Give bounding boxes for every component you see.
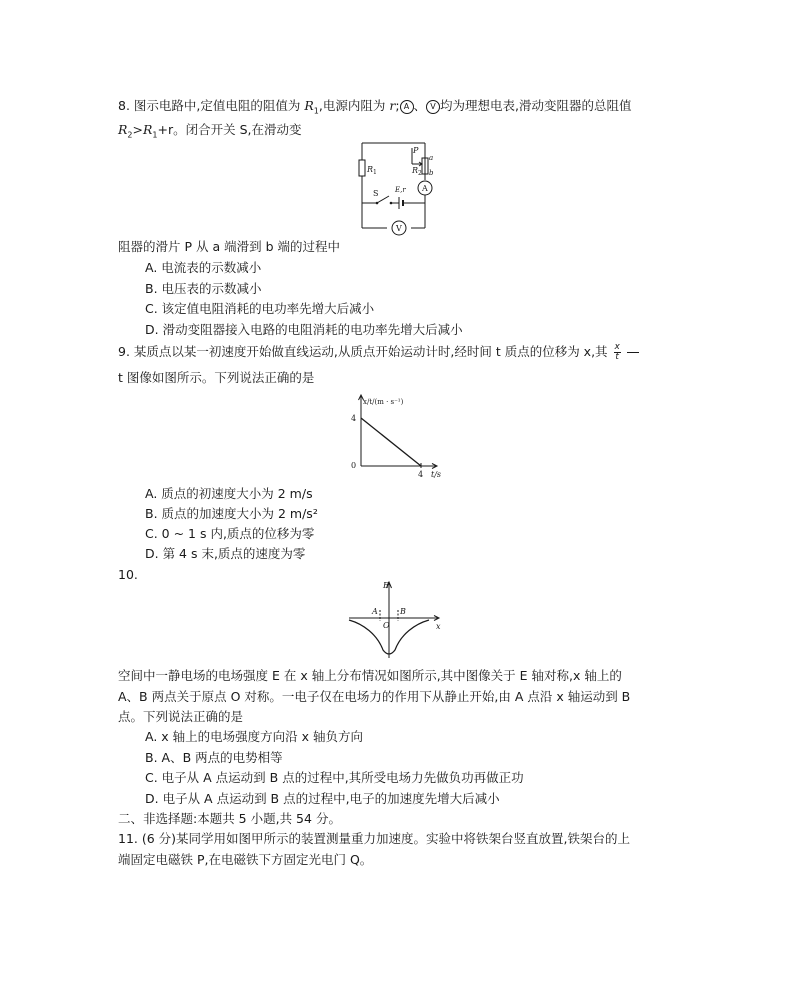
q10-option-d: D. 电子从 A 点运动到 B 点的过程中,电子的加速度先增大后减小 [145,791,500,806]
section-2-heading: 二、非选择题:本题共 5 小题,共 54 分。 [118,811,341,826]
e-field-graph [345,578,445,662]
q10-option-b: B. A、B 两点的电势相等 [145,750,283,765]
q10-number: 10. [118,567,138,582]
q8-line1 [118,97,632,121]
x-over-t-fraction [614,343,621,362]
ammeter-icon: A [400,100,414,114]
origin-o-label: O [383,621,390,630]
x-axis-label: t/s [431,470,442,478]
r-symbol: r [389,98,396,113]
e-axis-label: E [383,581,389,590]
x-axis-label: x [436,622,441,631]
circuit-b-label: b [429,169,434,177]
q8-option-d: D. 滑动变阻器接入电路的电阻消耗的电功率先增大后减小 [145,322,463,337]
q8-option-c: C. 该定值电阻消耗的电功率先增大后减小 [145,301,375,316]
q8-line1-text-d: 均为理想电表,滑动变阻器的总阻值 [440,98,632,113]
q8-line3: 阻器的滑片 P 从 a 端滑到 b 端的过程中 [118,239,340,254]
q8-line1-text-a: 8. 图示电路中,定值电阻的阻值为 [118,98,305,113]
point-b-label: B [400,607,406,616]
r1-sub: 1 [313,106,319,116]
q9-option-a: A. 质点的初速度大小为 2 m/s [145,486,313,501]
fraction-numerator: x [614,342,620,352]
fraction-denominator: t [615,352,619,362]
q8-line2-mid: >R [132,122,153,137]
q10-option-c: C. 电子从 A 点运动到 B 点的过程中,其所受电场力先做负功再做正功 [145,770,524,785]
q11-line1: 11. (6 分)某同学用如图甲所示的装置测量重力加速度。实验中将铁架台竖直放置,铁架台的上 [118,831,631,846]
origin-tick-0: 0 [351,461,357,470]
dash-line [627,352,639,353]
circuit-voltmeter-label: V [396,224,402,233]
circuit-er-label: E,r [395,186,406,194]
r2-symbol: R [118,122,128,137]
q8-line1-text-c: ; [395,98,400,113]
q10-line1: 空间中一静电场的电场强度 E 在 x 轴上分布情况如图所示,其中图像关于 E 轴对称,x 轴上的 [118,668,622,683]
r1-symbol: R [304,98,314,113]
voltmeter-icon: V [426,100,440,114]
circuit-p-label: P [413,146,419,155]
r2-sub: 2 [127,130,133,140]
circuit-diagram [355,140,445,240]
circuit-r2-sub: 2 [418,170,422,177]
circuit-r1-label: R [367,165,374,174]
q10-option-a: A. x 轴上的电场强度方向沿 x 轴负方向 [145,729,363,744]
q8-option-a: A. 电流表的示数减小 [145,260,262,275]
y-axis-label: x/t/(m · s⁻¹) [363,398,404,406]
q9-option-d: D. 第 4 s 末,质点的速度为零 [145,546,306,561]
q10-line3: 点。下列说法正确的是 [118,709,244,724]
circuit-a-label: a [429,154,434,162]
q11-line2: 端固定电磁铁 P,在电磁铁下方固定光电门 Q。 [118,852,373,867]
q8-line1-text-b: ,电源内阻为 [318,98,390,113]
q10-line2: A、B 两点关于原点 O 对称。一电子仅在电场力的作用下从静止开始,由 A 点沿 x 轴运动到 B [118,689,631,704]
x-tick-4: 4 [418,470,424,478]
series-line [361,418,421,466]
y-tick-4: 4 [351,414,357,423]
q9-line2: t 图像如图所示。下列说法正确的是 [118,370,315,385]
q9-option-c: C. 0 ~ 1 s 内,质点的位移为零 [145,526,315,541]
q8-line2 [118,121,302,145]
xt-t-chart [340,392,450,478]
point-a-label: A [372,607,378,616]
circuit-switch-label: S [373,189,379,198]
q8-line1-sep: 、 [413,98,427,113]
circuit-ammeter-label: A [422,184,428,193]
q8-line2-mid-sub: 1 [152,130,158,140]
circuit-r1-sub: 1 [373,169,377,176]
q9-line1 [118,343,639,362]
circuit-r2-label: R [412,166,419,175]
q8-line2-text: +r。闭合开关 S,在滑动变 [157,122,302,137]
q8-option-b: B. 电压表的示数减小 [145,281,262,296]
q9-line1-text: 9. 某质点以某一初速度开始做直线运动,从质点开始运动计时,经时间 t 质点的位移为 x,其 [118,344,608,359]
q9-option-b: B. 质点的加速度大小为 2 m/s² [145,506,318,521]
